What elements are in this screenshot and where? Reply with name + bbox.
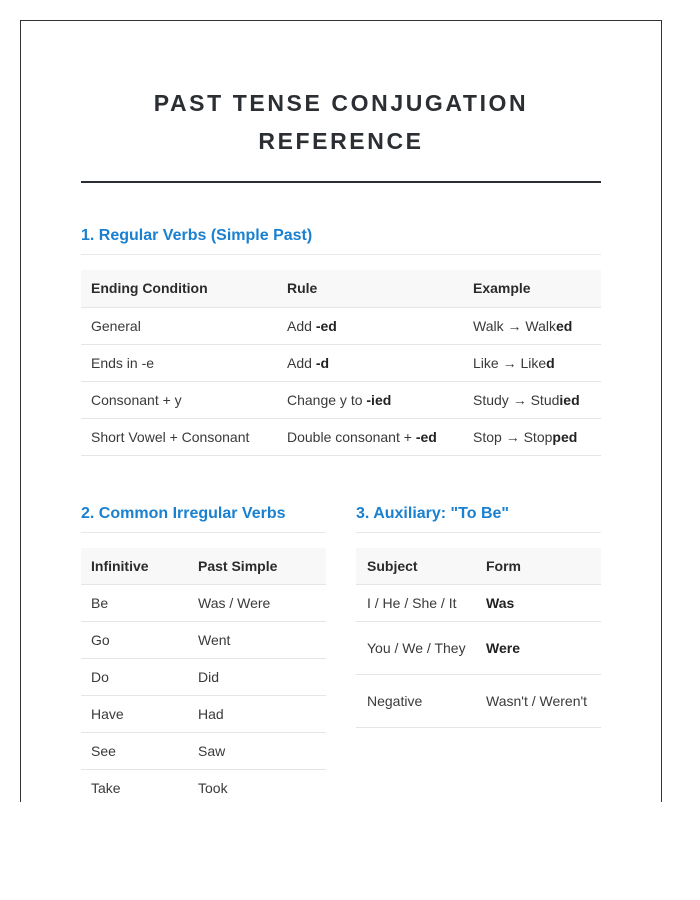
regular-verbs-section — [81, 226, 601, 456]
table-row — [81, 585, 326, 622]
rule-cell — [277, 344, 463, 381]
column-header-ending-condition: Ending Condition — [81, 270, 277, 307]
past-cell: Did — [188, 659, 326, 696]
to-be-table — [356, 548, 601, 729]
table-row — [356, 622, 601, 675]
two-column-layout — [81, 504, 601, 803]
to-be-section — [356, 504, 601, 803]
title-divider — [81, 181, 601, 183]
form-value: Were — [486, 640, 520, 656]
example-stem: Walk — [525, 317, 556, 334]
example-cell — [463, 344, 601, 381]
table-row — [81, 622, 326, 659]
table-row — [81, 381, 601, 418]
past-cell: Had — [188, 696, 326, 733]
example-suffix: ped — [552, 428, 578, 445]
condition-cell: Ends in -e — [81, 344, 277, 381]
table-row — [81, 696, 326, 733]
table-row — [81, 659, 326, 696]
page-title: PAST TENSE CONJUGATION REFERENCE — [153, 90, 529, 154]
table-header-row — [356, 548, 601, 585]
past-cell: Took — [188, 770, 326, 803]
rule-cell — [277, 418, 463, 455]
rule-text: Double consonant + — [287, 428, 416, 445]
arrow-right-icon: → — [505, 428, 520, 445]
subject-cell: Negative — [356, 675, 476, 728]
example-suffix: ied — [559, 391, 580, 408]
condition-cell: General — [81, 307, 277, 344]
past-cell: Was / Were — [188, 585, 326, 622]
example-cell — [463, 418, 601, 455]
infinitive-cell: Be — [81, 585, 188, 622]
table-row — [81, 418, 601, 455]
form-cell: Wasn't / Weren't — [476, 675, 601, 728]
infinitive-cell: See — [81, 733, 188, 770]
section-heading-regular-verbs: 1. Regular Verbs (Simple Past) — [81, 226, 601, 255]
column-header-form: Form — [476, 548, 601, 585]
example-suffix: ed — [555, 317, 573, 334]
condition-cell: Short Vowel + Consonant — [81, 418, 277, 455]
column-header-example: Example — [463, 270, 601, 307]
rule-suffix: -ed — [415, 428, 437, 445]
table-row — [356, 675, 601, 728]
infinitive-cell: Go — [81, 622, 188, 659]
column-header-infinitive: Infinitive — [81, 548, 188, 585]
rule-suffix: -d — [315, 354, 330, 371]
example-suffix: d — [546, 354, 555, 371]
rule-cell — [277, 381, 463, 418]
example-cell — [463, 381, 601, 418]
form-cell — [476, 622, 601, 675]
table-row — [81, 733, 326, 770]
rule-suffix: -ied — [366, 391, 392, 408]
table-header-row — [81, 270, 601, 307]
arrow-right-icon: → — [502, 354, 517, 371]
example-stem: Like — [520, 354, 547, 371]
section-heading-to-be: 3. Auxiliary: "To Be" — [356, 504, 601, 533]
rule-cell — [277, 307, 463, 344]
regular-verbs-table — [81, 270, 601, 456]
form-cell — [476, 585, 601, 622]
column-header-rule: Rule — [277, 270, 463, 307]
infinitive-cell: Have — [81, 696, 188, 733]
infinitive-cell: Do — [81, 659, 188, 696]
form-value: Was — [486, 595, 515, 611]
example-stem: Stop — [523, 428, 553, 445]
table-header-row — [81, 548, 326, 585]
example-cell — [463, 307, 601, 344]
arrow-right-icon: → — [507, 317, 522, 334]
table-row — [81, 307, 601, 344]
irregular-verbs-table — [81, 548, 326, 803]
section-heading-irregular-verbs: 2. Common Irregular Verbs — [81, 504, 326, 533]
column-header-past-simple: Past Simple — [188, 548, 326, 585]
past-cell: Saw — [188, 733, 326, 770]
table-row — [81, 770, 326, 803]
subject-cell: You / We / They — [356, 622, 476, 675]
subject-cell: I / He / She / It — [356, 585, 476, 622]
rule-text: Add — [287, 354, 316, 371]
table-row — [356, 585, 601, 622]
column-header-subject: Subject — [356, 548, 476, 585]
infinitive-cell: Take — [81, 770, 188, 803]
arrow-right-icon: → — [512, 391, 527, 408]
example-stem: Stud — [530, 391, 560, 408]
table-row — [81, 344, 601, 381]
document-content — [81, 21, 601, 802]
example-base: Stop — [473, 428, 502, 445]
example-base: Walk — [473, 317, 504, 334]
past-cell: Went — [188, 622, 326, 659]
example-base: Study — [473, 391, 509, 408]
rule-text: Add — [287, 317, 316, 334]
condition-cell: Consonant + y — [81, 381, 277, 418]
irregular-verbs-section — [81, 504, 326, 803]
rule-suffix: -ed — [315, 317, 337, 334]
document-page — [20, 20, 662, 802]
example-base: Like — [473, 354, 499, 371]
rule-text: Change y to — [287, 391, 367, 408]
